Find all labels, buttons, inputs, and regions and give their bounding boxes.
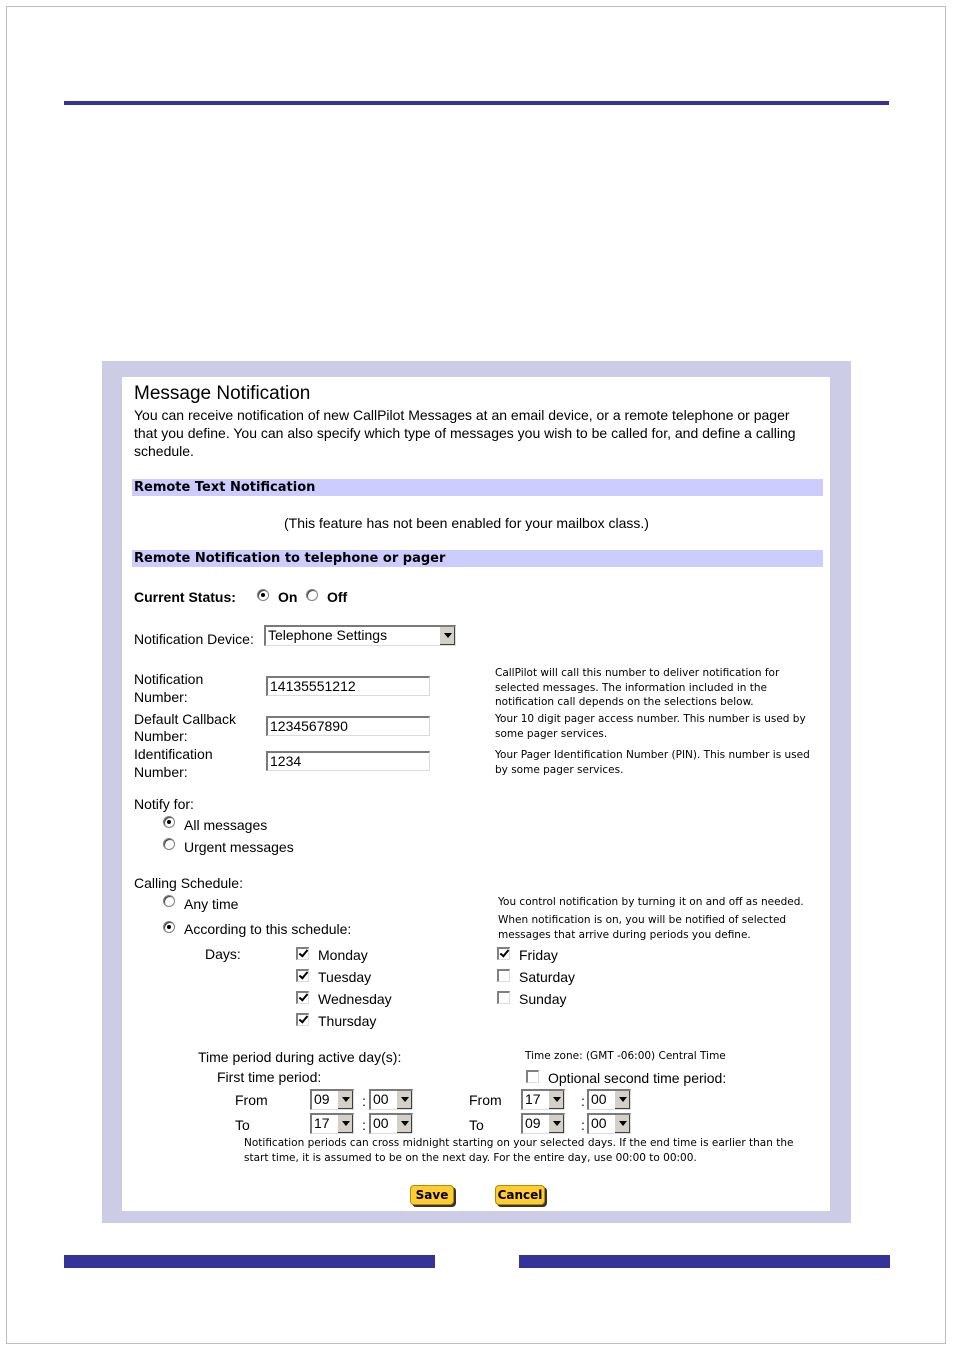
second-to-min-value: 00 xyxy=(591,1115,607,1131)
first-from-hour-select[interactable] xyxy=(310,1089,354,1110)
first-from-min-select[interactable] xyxy=(369,1089,413,1110)
all-messages-radio[interactable] xyxy=(163,816,175,828)
according-schedule-label: According to this schedule: xyxy=(184,921,352,937)
status-on-label: On xyxy=(278,589,298,605)
days-label: Days: xyxy=(205,946,241,962)
bottom-rule-left xyxy=(64,1255,435,1268)
second-from-hour-select[interactable] xyxy=(521,1089,565,1110)
tuesday-label: Tuesday xyxy=(318,969,372,985)
first-to-hour-value: 17 xyxy=(314,1115,330,1131)
identification-number-label-line2: Number: xyxy=(134,764,188,780)
save-button[interactable]: Save xyxy=(410,1185,454,1205)
urgent-messages-label: Urgent messages xyxy=(184,839,294,855)
top-rule xyxy=(64,101,889,105)
first-from-min-value: 00 xyxy=(373,1091,389,1107)
second-from-hour-value: 17 xyxy=(525,1091,541,1107)
dropdown-arrow-icon[interactable] xyxy=(614,1091,630,1109)
current-status-label: Current Status: xyxy=(134,589,236,605)
notification-number-field[interactable]: 14135551212 xyxy=(266,676,430,696)
second-to-min-select[interactable] xyxy=(587,1113,631,1134)
saturday-checkbox[interactable] xyxy=(497,969,510,982)
timezone-text: Time zone: (GMT -06:00) Central Time xyxy=(525,1050,726,1062)
dropdown-arrow-icon[interactable] xyxy=(396,1115,412,1133)
second-period-checkbox[interactable] xyxy=(526,1070,539,1083)
wednesday-label: Wednesday xyxy=(318,991,392,1007)
second-to-hour-select[interactable] xyxy=(521,1113,565,1134)
any-time-label: Any time xyxy=(184,896,239,912)
identification-number-label: Identification xyxy=(134,746,213,762)
notification-device-value: Telephone Settings xyxy=(268,627,388,643)
first-to-label: To xyxy=(235,1117,250,1133)
sunday-label: Sunday xyxy=(519,991,567,1007)
time-colon: : xyxy=(581,1117,585,1133)
notification-number-note: CallPilot will call this number to deliver notification for selected messages. The information included in the notification call depends on the selections below. xyxy=(495,667,780,708)
callback-number-field[interactable]: 1234567890 xyxy=(266,716,430,736)
first-to-min-value: 00 xyxy=(373,1115,389,1131)
dropdown-arrow-icon[interactable] xyxy=(396,1091,412,1109)
time-colon: : xyxy=(581,1093,585,1109)
callback-number-label-line2: Number: xyxy=(134,728,188,744)
friday-label: Friday xyxy=(519,947,558,963)
any-time-radio[interactable] xyxy=(163,895,175,907)
schedule-note-2: When notification is on, you will be notified of selected messages that arrive during periods you define. xyxy=(498,914,787,941)
cancel-button[interactable]: Cancel xyxy=(495,1185,545,1205)
sunday-checkbox[interactable] xyxy=(497,991,510,1004)
remote-phone-heading: Remote Notification to telephone or pager xyxy=(132,550,823,567)
intro-text: You can receive notification of new CallPilot Messages at an email device, or a remote telephone or pager that you define. You can also specify which type of messages you wish to be called for, and define a calling schedule. xyxy=(134,407,796,459)
time-colon: : xyxy=(362,1117,366,1133)
second-from-min-value: 00 xyxy=(591,1091,607,1107)
tuesday-checkbox[interactable] xyxy=(296,969,309,982)
status-off-label: Off xyxy=(327,589,348,605)
status-on-radio[interactable] xyxy=(257,589,269,601)
dropdown-arrow-icon[interactable] xyxy=(614,1115,630,1133)
calling-schedule-label: Calling Schedule: xyxy=(134,875,243,891)
second-from-label: From xyxy=(469,1092,502,1108)
dropdown-arrow-icon[interactable] xyxy=(548,1091,564,1109)
second-period-label: Optional second time period: xyxy=(548,1070,727,1086)
identification-number-note: Your Pager Identification Number (PIN). This number is used by some pager services. xyxy=(495,749,810,776)
bottom-rule-right xyxy=(519,1255,890,1268)
time-colon: : xyxy=(362,1093,366,1109)
notification-device-label: Notification Device: xyxy=(134,631,254,647)
monday-label: Monday xyxy=(318,947,368,963)
second-from-min-select[interactable] xyxy=(587,1089,631,1110)
dropdown-arrow-icon[interactable] xyxy=(337,1115,353,1133)
first-from-hour-value: 09 xyxy=(314,1091,330,1107)
first-period-label: First time period: xyxy=(217,1069,322,1085)
thursday-checkbox[interactable] xyxy=(296,1013,309,1026)
according-schedule-radio[interactable] xyxy=(163,921,175,933)
notification-number-label: Notification xyxy=(134,671,204,687)
notification-number-label-line2: Number: xyxy=(134,689,188,705)
friday-checkbox[interactable] xyxy=(497,947,510,960)
wednesday-checkbox[interactable] xyxy=(296,991,309,1004)
time-period-note: Notification periods can cross midnight starting on your selected days. If the end time is earlier than the start time, it is assumed to be on the next day. For the entire day, use 00:00 to 00:00. xyxy=(244,1137,794,1164)
second-to-hour-value: 09 xyxy=(525,1115,541,1131)
notification-device-select[interactable] xyxy=(264,625,456,646)
callback-number-label: Default Callback xyxy=(134,711,236,727)
status-off-radio[interactable] xyxy=(306,589,318,601)
first-to-min-select[interactable] xyxy=(369,1113,413,1134)
dropdown-arrow-icon[interactable] xyxy=(439,627,455,645)
saturday-label: Saturday xyxy=(519,969,576,985)
second-to-label: To xyxy=(469,1117,484,1133)
page-title: Message Notification xyxy=(134,383,311,404)
dropdown-arrow-icon[interactable] xyxy=(337,1091,353,1109)
dropdown-arrow-icon[interactable] xyxy=(548,1115,564,1133)
time-period-label: Time period during active day(s): xyxy=(198,1049,402,1065)
remote-text-heading: Remote Text Notification xyxy=(132,479,823,496)
urgent-messages-radio[interactable] xyxy=(163,838,175,850)
callback-number-note: Your 10 digit pager access number. This number is used by some pager services. xyxy=(495,713,806,740)
all-messages-label: All messages xyxy=(184,817,268,833)
feature-disabled-message: (This feature has not been enabled for your mailbox class.) xyxy=(284,515,649,531)
identification-number-field[interactable]: 1234 xyxy=(266,751,430,771)
notify-for-label: Notify for: xyxy=(134,796,194,812)
first-from-label: From xyxy=(235,1092,268,1108)
thursday-label: Thursday xyxy=(318,1013,377,1029)
schedule-note-1: You control notification by turning it on and off as needed. xyxy=(498,896,804,908)
monday-checkbox[interactable] xyxy=(296,947,309,960)
first-to-hour-select[interactable] xyxy=(310,1113,354,1134)
